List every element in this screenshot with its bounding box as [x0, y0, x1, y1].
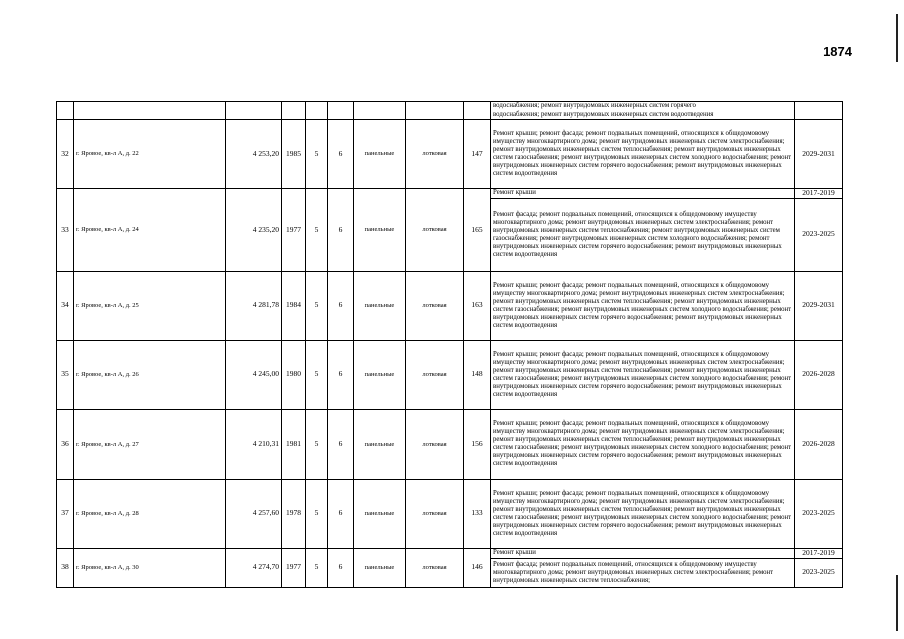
table-row: [57, 271, 843, 340]
cell-apartments: 147: [464, 120, 491, 189]
cell-works: Ремонт фасада; ремонт подвальных помещений, относящихся к общедомовому имуществу многоквартирного дома; ремонт внутридомовых инженерных систем электроснабжения; ремонт внутридомовых инженерных систем теплоснабжения; ремонт внутридомовых инженерных систем газоснабжения; ремонт внутридомовых инженерных систем холодного водоснабжения; ремонт внутридомовых инженерных систем горячего водоснабжения; ремонт внутридомовых инженерных систем водоотведения: [491, 198, 795, 271]
cell-entrances: 6: [328, 340, 354, 409]
cell-year: 1980: [282, 340, 306, 409]
cell-period: 2017-2019: [795, 189, 843, 199]
cell-works: Ремонт крыши; ремонт фасада; ремонт подвальных помещений, относящихся к общедомовому имуществу многоквартирного дома; ремонт внутридомовых инженерных систем электроснабжения; ремонт внутридомовых инженерных систем теплоснабжения; ремонт внутридомовых инженерных систем газоснабжения; ремонт внутридомовых инженерных систем холодного водоснабжения; ремонт внутридомовых инженерных систем горячего водоснабжения; ремонт внутридомовых инженерных систем водоотведения: [491, 271, 795, 340]
cell-number: 37: [57, 479, 74, 548]
scan-edge-mark: [896, 575, 898, 631]
page-number: 1874: [823, 44, 852, 59]
scan-edge-mark: [896, 14, 898, 62]
cell-works: Ремонт крыши; ремонт фасада; ремонт подвальных помещений, относящихся к общедомовому имуществу многоквартирного дома; ремонт внутридомовых инженерных систем электроснабжения; ремонт внутридомовых инженерных систем теплоснабжения; ремонт внутридомовых инженерных систем газоснабжения; ремонт внутридомовых инженерных систем холодного водоснабжения; ремонт внутридомовых инженерных систем горячего водоснабжения; ремонт внутридомовых инженерных систем водоотведения: [491, 340, 795, 409]
cell-empty: [306, 102, 328, 120]
cell-wall-material: панельные: [354, 409, 406, 479]
table-row: [57, 479, 843, 548]
cell-wall-material: панельные: [354, 271, 406, 340]
cell-apartments: 148: [464, 340, 491, 409]
cell-address: г. Яровое, кв-л А, д. 28: [74, 479, 226, 548]
cell-area: 4 210,31: [226, 409, 282, 479]
cell-floors: 5: [306, 340, 328, 409]
cell-works: Ремонт крыши; ремонт фасада; ремонт подвальных помещений, относящихся к общедомовому имуществу многоквартирного дома; ремонт внутридомовых инженерных систем электроснабжения; ремонт внутридомовых инженерных систем теплоснабжения; ремонт внутридомовых инженерных систем газоснабжения; ремонт внутридомовых инженерных систем холодного водоснабжения; ремонт внутридомовых инженерных систем горячего водоснабжения; ремонт внутридомовых инженерных систем водоотведения: [491, 120, 795, 189]
table-row: [57, 120, 843, 189]
cell-apartments: 156: [464, 409, 491, 479]
cell-empty: [406, 102, 464, 120]
cell-roof-type: лотковая: [406, 189, 464, 272]
cell-apartments: 163: [464, 271, 491, 340]
cell-roof-type: лотковая: [406, 120, 464, 189]
cell-address: г. Яровое, кв-л А, д. 22: [74, 120, 226, 189]
cell-roof-type: лотковая: [406, 409, 464, 479]
cell-entrances: 6: [328, 120, 354, 189]
cell-works: Ремонт крыши: [491, 189, 795, 199]
cell-apartments: 146: [464, 548, 491, 587]
cell-works: Ремонт фасада; ремонт подвальных помещений, относящихся к общедомовому имуществу многоквартирного дома; ремонт внутридомовых инженерных систем электроснабжения; ремонт внутридомовых инженерных систем теплоснабжения;: [491, 558, 795, 587]
cell-roof-type: лотковая: [406, 340, 464, 409]
cell-number: 35: [57, 340, 74, 409]
cell-period: 2023-2025: [795, 479, 843, 548]
cell-area: 4 253,20: [226, 120, 282, 189]
cell-number: 36: [57, 409, 74, 479]
cell-wall-material: панельные: [354, 340, 406, 409]
cell-empty: [57, 102, 74, 120]
cell-address: г. Яровое, кв-л А, д. 24: [74, 189, 226, 272]
cell-apartments: 165: [464, 189, 491, 272]
table-row: [57, 340, 843, 409]
cell-year: 1978: [282, 479, 306, 548]
cell-number: 38: [57, 548, 74, 587]
cell-roof-type: лотковая: [406, 548, 464, 587]
works-line: водоснабжения; ремонт внутридомовых инженерных систем горячего: [493, 102, 696, 110]
cell-period: 2029-2031: [795, 271, 843, 340]
cell-year: 1984: [282, 271, 306, 340]
cell-entrances: 6: [328, 548, 354, 587]
table-row-continuation: [57, 102, 843, 120]
cell-works: Ремонт крыши: [491, 548, 795, 558]
cell-address: г. Яровое, кв-л А, д. 30: [74, 548, 226, 587]
cell-works: Ремонт крыши; ремонт фасада; ремонт подвальных помещений, относящихся к общедомовому имуществу многоквартирного дома; ремонт внутридомовых инженерных систем электроснабжения; ремонт внутридомовых инженерных систем теплоснабжения; ремонт внутридомовых инженерных систем газоснабжения; ремонт внутридомовых инженерных систем холодного водоснабжения; ремонт внутридомовых инженерных систем горячего водоснабжения; ремонт внутридомовых инженерных систем водоотведения: [491, 479, 795, 548]
cell-floors: 5: [306, 409, 328, 479]
cell-year: 1977: [282, 189, 306, 272]
cell-year: 1985: [282, 120, 306, 189]
cell-year: 1981: [282, 409, 306, 479]
table-row: [57, 548, 843, 558]
cell-area: 4 274,70: [226, 548, 282, 587]
cell-address: г. Яровое, кв-л А, д. 26: [74, 340, 226, 409]
cell-floors: 5: [306, 271, 328, 340]
cell-floors: 5: [306, 479, 328, 548]
cell-empty: [354, 102, 406, 120]
cell-entrances: 6: [328, 189, 354, 272]
cell-period: 2023-2025: [795, 198, 843, 271]
cell-address: г. Яровое, кв-л А, д. 25: [74, 271, 226, 340]
cell-empty: [74, 102, 226, 120]
cell-address: г. Яровое, кв-л А, д. 27: [74, 409, 226, 479]
cell-entrances: 6: [328, 479, 354, 548]
cell-number: 32: [57, 120, 74, 189]
cell-number: 33: [57, 189, 74, 272]
cell-area: 4 257,60: [226, 479, 282, 548]
cell-area: 4 281,78: [226, 271, 282, 340]
cell-apartments: 133: [464, 479, 491, 548]
cell-roof-type: лотковая: [406, 479, 464, 548]
cell-area: 4 245,00: [226, 340, 282, 409]
cell-period: 2029-2031: [795, 120, 843, 189]
cell-roof-type: лотковая: [406, 271, 464, 340]
cell-wall-material: панельные: [354, 120, 406, 189]
cell-year: 1977: [282, 548, 306, 587]
capital-repair-table: [56, 101, 843, 588]
cell-works: Ремонт крыши; ремонт фасада; ремонт подвальных помещений, относящихся к общедомовому имуществу многоквартирного дома; ремонт внутридомовых инженерных систем электроснабжения; ремонт внутридомовых инженерных систем теплоснабжения; ремонт внутридомовых инженерных систем газоснабжения; ремонт внутридомовых инженерных систем холодного водоснабжения; ремонт внутридомовых инженерных систем горячего водоснабжения; ремонт внутридомовых инженерных систем водоотведения: [491, 409, 795, 479]
cell-period: 2026-2028: [795, 409, 843, 479]
works-line: водоснабжения; ремонт внутридомовых инженерных систем водоотведения: [493, 110, 714, 118]
cell-floors: 5: [306, 548, 328, 587]
cell-empty: [328, 102, 354, 120]
cell-floors: 5: [306, 120, 328, 189]
cell-empty: [226, 102, 282, 120]
cell-wall-material: панельные: [354, 189, 406, 272]
cell-works-continuation: [491, 102, 795, 120]
cell-entrances: 6: [328, 271, 354, 340]
cell-empty: [282, 102, 306, 120]
cell-wall-material: панельные: [354, 548, 406, 587]
table-body: [57, 102, 843, 588]
table-row: [57, 409, 843, 479]
cell-period: 2023-2025: [795, 558, 843, 587]
cell-empty: [464, 102, 491, 120]
cell-number: 34: [57, 271, 74, 340]
table-row: [57, 189, 843, 199]
cell-period: 2026-2028: [795, 340, 843, 409]
cell-wall-material: панельные: [354, 479, 406, 548]
cell-empty: [795, 102, 843, 120]
cell-entrances: 6: [328, 409, 354, 479]
cell-floors: 5: [306, 189, 328, 272]
cell-area: 4 235,20: [226, 189, 282, 272]
cell-period: 2017-2019: [795, 548, 843, 558]
